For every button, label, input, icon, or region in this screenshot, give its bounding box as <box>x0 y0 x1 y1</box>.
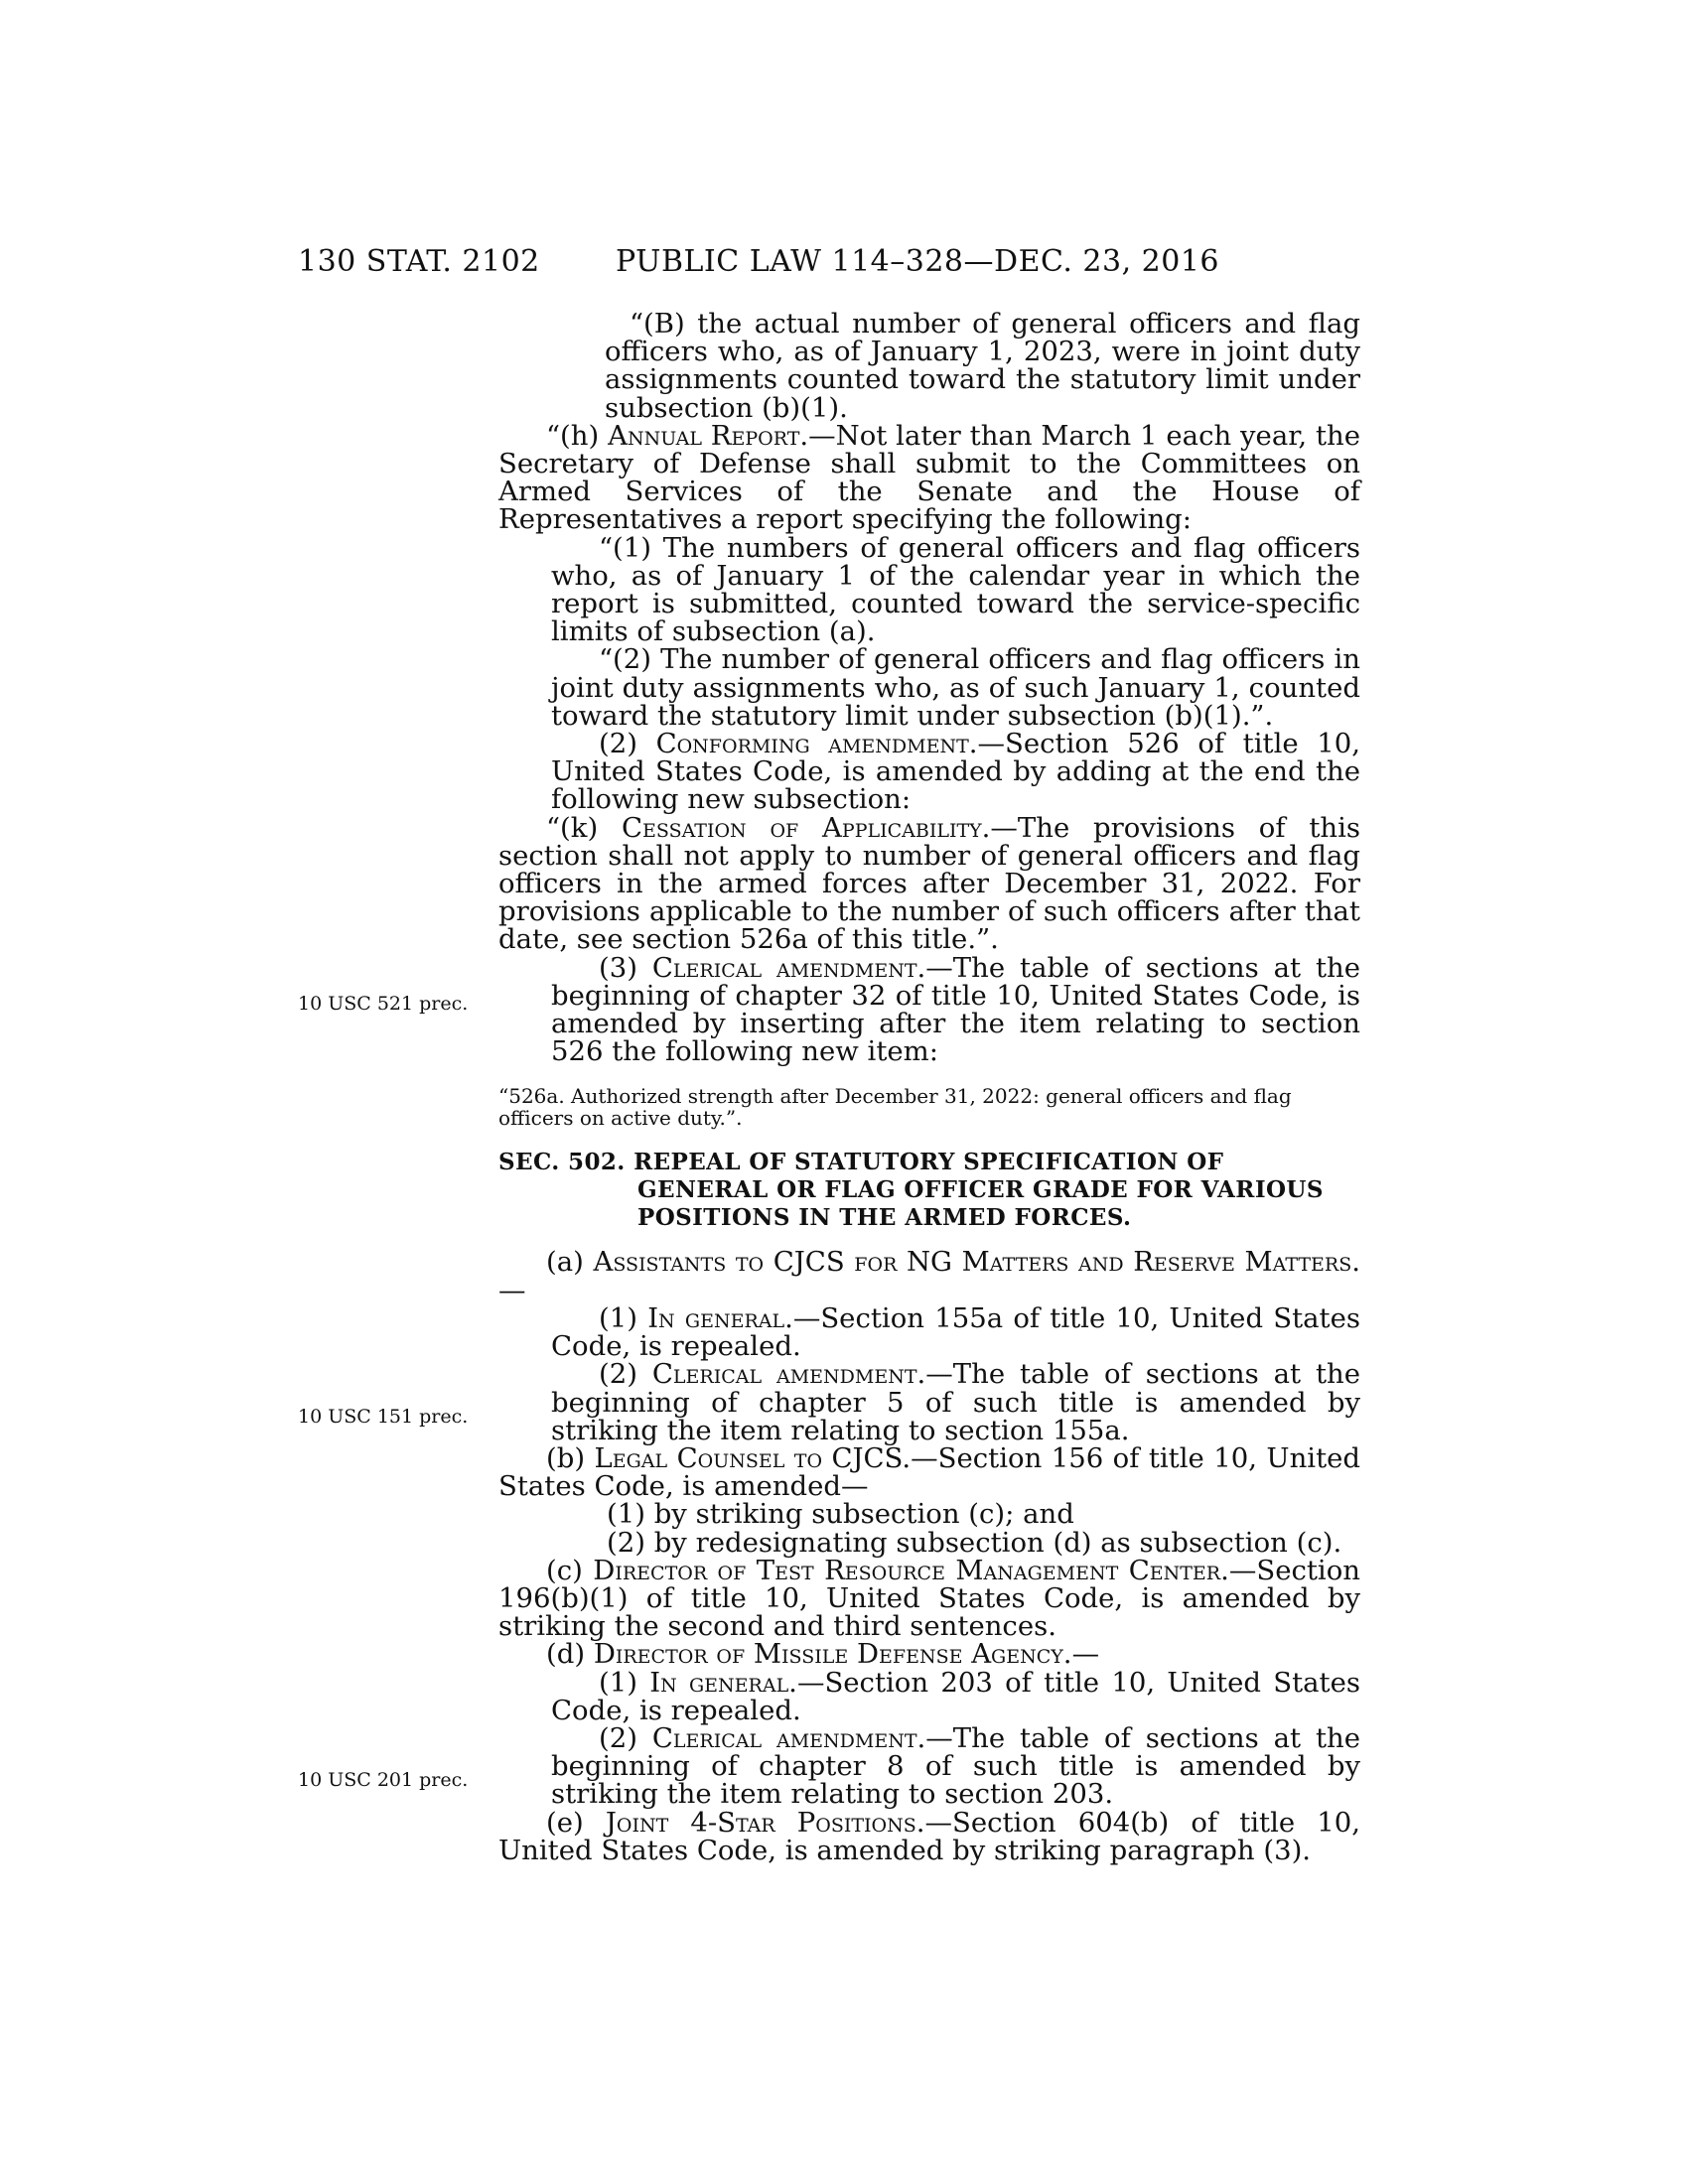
subsection-a-item-1: (1) In general.—Section 155a of title 10, United States Code, is repealed. <box>551 1301 1360 1363</box>
subsection-b-item-2: (2) by redesignating subsection (d) as subsection (c). <box>607 1526 1342 1559</box>
margin-note-usc-151: 10 USC 151 prec. <box>298 1406 469 1428</box>
table-of-sections-item: “526a. Authorized strength after December 31, 2022: general officers and flag officers on active duty.”. <box>498 1084 1292 1131</box>
subsection-b: (b) Legal Counsel to CJCS.—Section 156 of title 10, United States Code, is amended— <box>498 1441 1360 1503</box>
page-stat-number: 130 STAT. 2102 <box>298 244 540 279</box>
subsection-k-heading: Cessation of Applicability. <box>622 811 991 844</box>
subsection-b-item-1: (1) by striking subsection (c); and <box>607 1498 1074 1531</box>
subsection-c: (c) Director of Test Resource Management Center.—Section 196(b)(1) of title 10, United States Code, is amended by striking the second and third sentences. <box>498 1554 1360 1643</box>
subsection-b-heading: Legal Counsel to CJCS. <box>594 1441 912 1474</box>
subsection-d-item-1: (1) In general.—Section 203 of title 10, United States Code, is repealed. <box>551 1666 1360 1726</box>
subsection-d-heading: Director of Missile Defense Agency. <box>593 1638 1072 1671</box>
margin-note-usc-521: 10 USC 521 prec. <box>298 993 469 1015</box>
subsection-a-item-2: (2) Clerical amendment.—The table of sections at the beginning of chapter 5 of such title is amended by striking the item relating to section 155a. <box>551 1358 1361 1446</box>
subsection-k: “(k) Cessation of Applicability.—The provisions of this section shall not apply to number of general officers and flag officers in the armed forces after December 31, 2022. For provisions applicable to the number of such officers after that date, see section 526a of this title.”. <box>498 811 1360 956</box>
section-502-title: REPEAL OF STATUTORY SPECIFICATION OF GENERAL OR FLAG OFFICER GRADE FOR VARIOUS POSITIONS IN THE ARMED FORCES. <box>633 1149 1324 1232</box>
subsection-d-item-2: (2) Clerical amendment.—The table of sections at the beginning of chapter 8 of such title is amended by striking the item relating to section 203. <box>551 1721 1361 1811</box>
document-body <box>498 310 1360 1864</box>
subsection-d: (d) Director of Missile Defense Agency.— <box>546 1638 1100 1671</box>
paragraph-3-heading: Clerical amendment. <box>651 951 926 984</box>
paragraph-2-conforming: (2) Conforming amendment.—Section 526 of title 10, United States Code, is amended by adding at the end the following new subsection: <box>551 728 1360 816</box>
subsection-a: (a) Assistants to CJCS for NG Matters and Reserve Matters.— <box>498 1246 1360 1306</box>
subsection-h-heading: Annual Report. <box>608 419 809 452</box>
paragraph-2-heading: Conforming amendment. <box>655 728 978 760</box>
subsection-h-item-1: “(1) The numbers of general officers and flag officers who, as of January 1 of the calendar year in which the report is submitted, counted toward the service-specific limits of subsection (a). <box>551 531 1360 648</box>
subsection-c-heading: Director of Test Resource Management Center. <box>593 1554 1229 1586</box>
running-header-title: PUBLIC LAW 114–328—DEC. 23, 2016 <box>616 244 1220 279</box>
subsection-e-heading: Joint 4-Star Positions. <box>605 1806 925 1839</box>
subsection-h-item-2: “(2) The number of general officers and flag officers in joint duty assignments who, as of such January 1, counted toward the statutory limit under subsection (b)(1).”. <box>551 643 1360 732</box>
margin-note-usc-201: 10 USC 201 prec. <box>298 1769 469 1791</box>
section-502-number: SEC. 502. <box>498 1149 626 1176</box>
subsection-a-heading: Assistants to CJCS for NG Matters and Reserve Matters. <box>593 1246 1360 1279</box>
paragraph-b: “(B) the actual number of general officers and flag officers who, as of January 1, 2023, were in joint duty assignments counted toward the statutory limit under subsection (b)(1). <box>605 308 1360 424</box>
section-502-heading <box>498 1149 1360 1232</box>
subsection-h: “(h) Annual Report.—Not later than March 1 each year, the Secretary of Defense shall submit to the Committees on Armed Services of the Senate and the House of Representatives a report specifying the following: <box>498 419 1360 536</box>
paragraph-3-clerical: (3) Clerical amendment.—The table of sections at the beginning of chapter 32 of title 10, United States Code, is amended by inserting after the item relating to section 526 the following new item: <box>551 951 1361 1068</box>
subsection-e: (e) Joint 4-Star Positions.—Section 604(b) of title 10, United States Code, is amended by striking paragraph (3). <box>498 1806 1360 1866</box>
